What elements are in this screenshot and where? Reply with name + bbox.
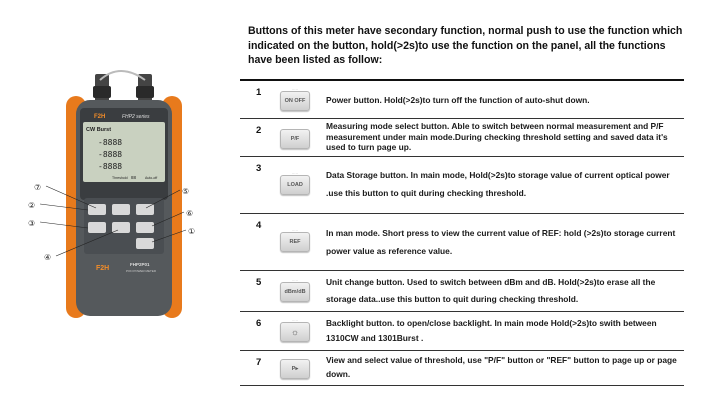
table-row [240, 351, 684, 386]
row-description: In man mode. Short press to view the current value of REF: hold (>2s)to storage current power value as reference value. [326, 228, 676, 256]
lcd-readout-2: -8888 [98, 150, 123, 159]
row-number: 6 [256, 318, 262, 329]
callout-7: ⑦ [34, 183, 42, 192]
button-function-table [240, 79, 684, 386]
lcd-threshold-label: Threshold [112, 176, 128, 180]
device-key-pf[interactable] [112, 204, 130, 215]
table-row [240, 81, 684, 119]
pf-button-icon: P/F [280, 129, 310, 149]
table-row [240, 119, 684, 157]
row-description: Data Storage button. In main mode, Hold(>2s)to storage value of current optical power .use this button to quit during checking threshold. [326, 170, 670, 198]
row-number: 2 [256, 125, 262, 136]
intro-paragraph: Buttons of this meter have secondary function, normal push to use the function which indicated on the button, hold(>2s)to use the function on the panel, all the functions have been listed as follow: [248, 25, 683, 66]
table-row [240, 312, 684, 351]
row-description: Measuring mode select button. Able to switch between normal measurement and P/F measurement under main mode.During checking threshold setting and saved data it's used to turn page up. [326, 121, 668, 152]
row-number: 4 [256, 220, 262, 231]
row-number: 7 [256, 357, 262, 368]
connector-left-cap [93, 86, 111, 98]
backlight-button-icon: ····· ☼ [280, 322, 310, 342]
table-row [240, 157, 684, 214]
device-key-backlight[interactable] [136, 222, 154, 233]
device-key-load[interactable] [88, 222, 106, 233]
lcd-auto-off: Auto-off [145, 176, 158, 180]
callout-2: ② [28, 201, 36, 210]
power-button-icon: ····· ON OFF [280, 91, 310, 111]
callout-6: ⑥ [186, 209, 194, 218]
row-description: Power button. Hold(>2s)to turn off the function of auto-shut down. [326, 95, 590, 105]
callout-4: ④ [44, 253, 52, 262]
callout-3: ③ [28, 219, 36, 228]
device-key-power[interactable] [136, 238, 154, 249]
device-key-dbm[interactable] [136, 204, 154, 215]
row-description: Backlight button. to open/close backlight. In main mode Hold(>2s)to swith between 1310CW and 1301Burst . [326, 318, 657, 343]
lcd-threshold-value: 88 [131, 175, 137, 180]
row-number: 5 [256, 277, 262, 288]
row-number: 3 [256, 163, 262, 174]
device-model-sub: PON POWER METER [126, 269, 157, 273]
row-description: View and select value of threshold, use "P/F" button or "REF" button to page up or page down. [326, 355, 677, 379]
ref-button-icon: ····· REF [280, 232, 310, 252]
device-model: FHP2P01 [130, 262, 150, 267]
row-description: Unit change button. Used to switch between dBm and dB. Hold(>2s)to erase all the storage data..use this button to quit during checking threshold. [326, 277, 656, 304]
load-button-icon: ····· LOAD [280, 175, 310, 195]
lcd-readout-1: -8888 [98, 138, 123, 147]
table-row [240, 214, 684, 271]
connector-right-cap [136, 86, 154, 98]
row-number: 1 [256, 87, 262, 98]
lcd-readout-3: -8888 [98, 162, 123, 171]
threshold-button-icon: P▸ [280, 359, 310, 379]
dbm-button-icon: ····· dBm/dB [280, 282, 310, 302]
device-bottom-brand: F2H [96, 265, 110, 272]
series-label: FHP2 series [122, 114, 150, 120]
lcd-mode-text: CW Burst [86, 127, 112, 133]
callout-1: ① [188, 227, 196, 236]
table-row [240, 271, 684, 312]
power-meter-illustration [0, 0, 240, 412]
brand-logo: F2H [94, 114, 106, 120]
callout-5: ⑤ [182, 187, 190, 196]
